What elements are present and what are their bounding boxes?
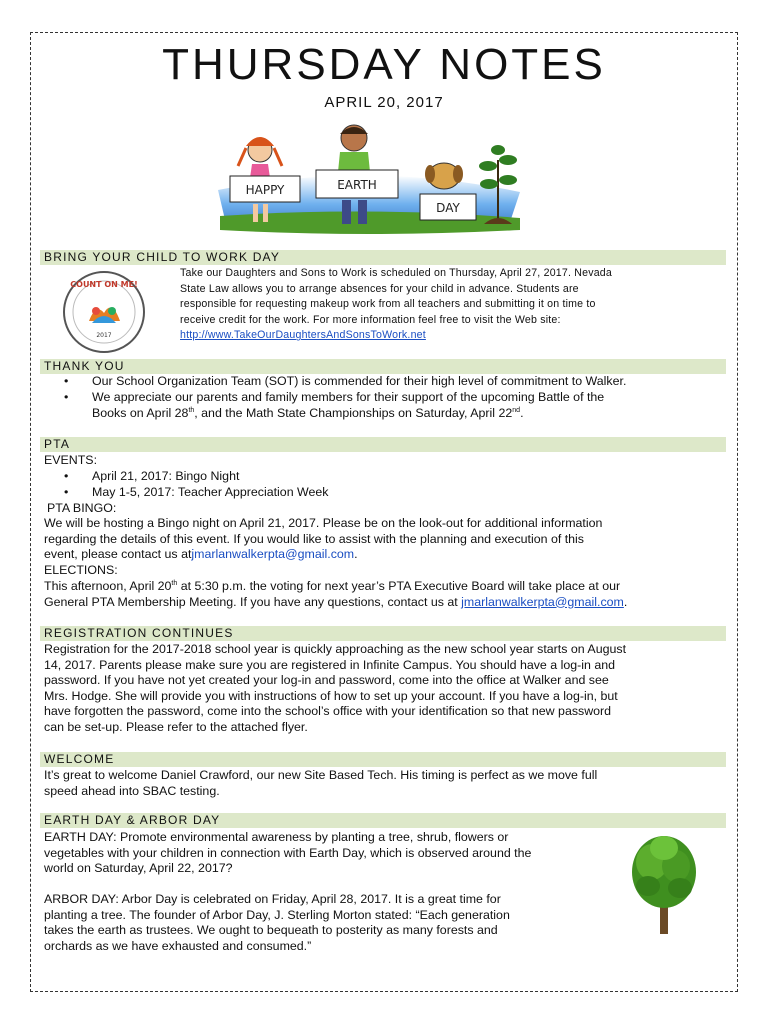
section-header-thank-you: THANK YOU: [40, 359, 726, 374]
work-day-text: Take our Daughters and Sons to Work is scheduled on Thursday, April 27, 2017. Nevada State Law allows you to arrange absences for your child in advance. Students are responsible for requesting makeup work from all teachers and submitting it on time to receive credit for the work. For more information feel free to visit the Web site: http://www.TakeOurDaughtersAndSonsToWork.net: [180, 267, 612, 342]
logo-title-text: COUNT ON ME!: [70, 280, 138, 289]
pta-email-link[interactable]: jmarlanwalkerpta@gmail.com: [191, 547, 355, 562]
tree-icon: [626, 832, 702, 936]
pta-elections-label: ELECTIONS:: [44, 563, 118, 577]
count-on-me-logo: [44, 269, 164, 355]
section-header-registration: REGISTRATION CONTINUES: [40, 626, 726, 641]
registration-text: Registration for the 2017-2018 school year is quickly approaching as the new school year starts on August 14, 2017. Parents please make sure you are registered in Infinite Campus. You should have a log-in and password. If you have not yet created your log-in and password, come into the office at Walker and see Mrs. Hodge. She will provide you with instructions of how to set up your account. If you have a log-in, but have forgotten the password, come into the school’s office with your identification so that new password can be set-up. Please refer to the attached flyer.: [44, 642, 627, 734]
earth-day-text: EARTH DAY: Promote environmental awareness by planting a tree, shrub, flowers or vegetables with your children in connection with Earth Day, which is observed around the world on Saturday, April 22, 2017?: [44, 830, 532, 876]
earth-sign-text: EARTH: [337, 178, 377, 192]
pta-elections-text: This afternoon, April 20th at 5:30 p.m. the voting for next year’s PTA Executive Board will take place at our General PTA Membership Meeting. If you have any questions, contact us at jmarlanwalkerpta@gmail.com.: [44, 579, 628, 609]
logo-year-text: 2017: [96, 332, 112, 339]
pta-bingo-label: PTA BINGO:: [47, 501, 117, 515]
happy-sign-text: HAPPY: [245, 183, 285, 197]
page-title: THURSDAY NOTES: [162, 40, 606, 89]
take-our-daughters-link[interactable]: http://www.TakeOurDaughtersAndSonsToWork.net: [180, 329, 426, 342]
earth-day-banner-illustration: [208, 120, 528, 244]
pta-events-label: EVENTS:: [44, 453, 98, 467]
welcome-text: It’s great to welcome Daniel Crawford, our new Site Based Tech. His timing is perfect as we move full speed ahead into SBAC testing.: [44, 768, 598, 798]
issue-date: APRIL 20, 2017: [324, 94, 444, 111]
arbor-day-text: ARBOR DAY: Arbor Day is celebrated on Friday, April 28, 2017. It is a great time for planting a tree. The founder of Arbor Day, J. Sterling Morton stated: “Each generation takes the earth as trustees. We ought to bequeath to posterity as many forests and orchards as we have exhausted and consumed.”: [44, 892, 510, 953]
pta-bingo-text: We will be hosting a Bingo night on April 21, 2017. Please be on the look-out for additional information regarding the details of this event. If you would like to assist with the planning and execution of this event, please contact us atjmarlanwalkerpta@gmail.com.: [44, 516, 603, 562]
pta-email-link-elections[interactable]: jmarlanwalkerpta@gmail.com: [461, 594, 624, 609]
section-header-pta: PTA: [40, 437, 726, 452]
section-header-work-day: BRING YOUR CHILD TO WORK DAY: [40, 250, 726, 265]
day-sign-text: DAY: [436, 201, 460, 215]
section-header-welcome: WELCOME: [40, 752, 726, 767]
section-header-earth-arbor-day: EARTH DAY & ARBOR DAY: [40, 813, 726, 828]
